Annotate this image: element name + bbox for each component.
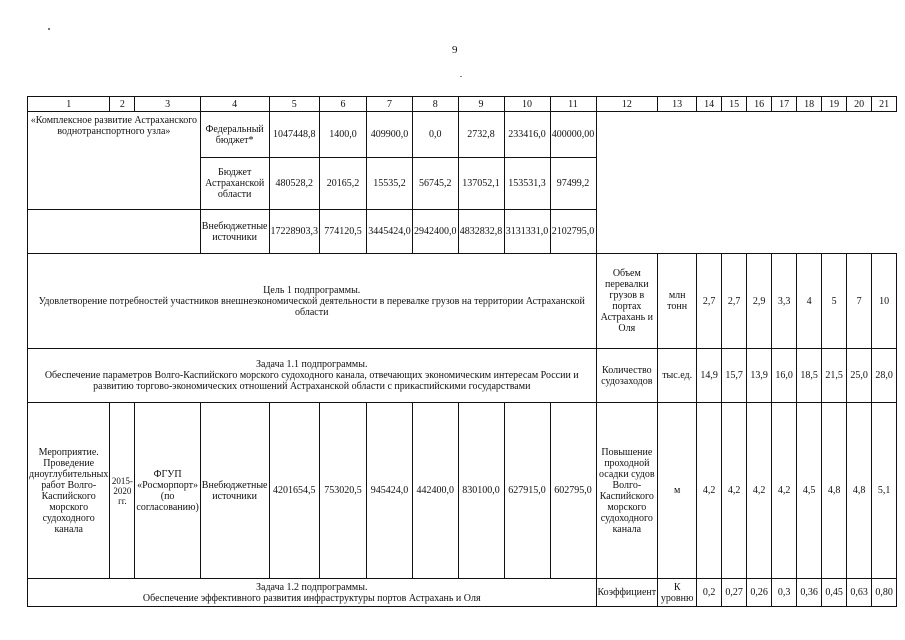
target-value: 5 xyxy=(822,254,847,349)
amount-cell: 400000,00 xyxy=(550,112,596,158)
amount-cell: 2102795,0 xyxy=(550,210,596,254)
amount-cell: 480528,2 xyxy=(269,158,320,210)
target-value: 18,5 xyxy=(797,349,822,403)
amount-cell: 602795,0 xyxy=(550,403,596,579)
task-row xyxy=(28,579,897,607)
program-table xyxy=(27,96,897,607)
target-value: 0,26 xyxy=(747,579,772,607)
indicator-unit: м xyxy=(658,403,697,579)
target-value: 7 xyxy=(847,254,872,349)
col-index: 9 xyxy=(458,97,504,112)
target-value: 13,9 xyxy=(747,349,772,403)
amount-cell: 3131331,0 xyxy=(504,210,550,254)
page-number: 9 xyxy=(452,44,458,56)
col-index: 2 xyxy=(110,97,135,112)
scan-speck xyxy=(48,28,50,30)
amount-cell: 233416,0 xyxy=(504,112,550,158)
indicator-name: Объем перевалки грузов в портах Астрахань и Оля xyxy=(596,254,658,349)
federal-budget-row xyxy=(28,112,897,158)
task-cell xyxy=(28,349,597,403)
target-value: 5,1 xyxy=(872,403,897,579)
scan-speck xyxy=(460,76,462,77)
amount-cell: 442400,0 xyxy=(413,403,459,579)
target-value: 4,2 xyxy=(747,403,772,579)
amount-cell: 1400,0 xyxy=(320,112,367,158)
amount-cell: 3445424,0 xyxy=(367,210,413,254)
amount-cell: 20165,2 xyxy=(320,158,367,210)
indicator-name: Повышение проходной осадки судов Волго-Каспийского морского судоходного канала xyxy=(596,403,658,579)
measure-row xyxy=(28,403,897,579)
amount-cell: 4832832,8 xyxy=(458,210,504,254)
target-value: 4,2 xyxy=(697,403,722,579)
col-index: 11 xyxy=(550,97,596,112)
col-index: 20 xyxy=(847,97,872,112)
amount-cell: 137052,1 xyxy=(458,158,504,210)
target-value: 10 xyxy=(872,254,897,349)
col-index: 8 xyxy=(413,97,459,112)
amount-cell: 2942400,0 xyxy=(413,210,459,254)
col-index: 16 xyxy=(747,97,772,112)
amount-cell: 1047448,8 xyxy=(269,112,320,158)
target-value: 28,0 xyxy=(872,349,897,403)
target-value: 0,80 xyxy=(872,579,897,607)
target-value: 21,5 xyxy=(822,349,847,403)
indicator-unit: К уровню xyxy=(658,579,697,607)
program-title: «Комплексное развитие Астраханского воднотранспортного узла» xyxy=(28,112,201,210)
indicator-unit: тыс.ед. xyxy=(658,349,697,403)
col-index: 19 xyxy=(822,97,847,112)
funding-source: Федеральный бюджет* xyxy=(200,112,269,158)
goal-text: Удовлетворение потребностей участников внешнеэкономической деятельности в перевалке грузов на территории Астраханской области xyxy=(38,295,585,318)
task-text: Обеспечение эффективного развития инфраструктуры портов Астрахань и Оля xyxy=(142,592,481,604)
col-index: 12 xyxy=(596,97,658,112)
col-index: 4 xyxy=(200,97,269,112)
target-value: 4,5 xyxy=(797,403,822,579)
amount-cell: 15535,2 xyxy=(367,158,413,210)
target-value: 0,45 xyxy=(822,579,847,607)
amount-cell: 409900,0 xyxy=(367,112,413,158)
amount-cell: 774120,5 xyxy=(320,210,367,254)
col-index: 3 xyxy=(135,97,200,112)
goal-heading: Цель 1 подпрограммы. xyxy=(263,284,361,296)
task-cell xyxy=(28,579,597,607)
target-value: 0,63 xyxy=(847,579,872,607)
amount-cell: 56745,2 xyxy=(413,158,459,210)
target-value: 0,36 xyxy=(797,579,822,607)
measure-name: Мероприятие. Проведение дноуглубительных работ Волго-Каспийского морского судоходного канала xyxy=(28,403,110,579)
target-value: 0,2 xyxy=(697,579,722,607)
target-value: 0,27 xyxy=(722,579,747,607)
amount-cell: 830100,0 xyxy=(458,403,504,579)
target-value: 15,7 xyxy=(722,349,747,403)
task-heading: Задача 1.1 подпрограммы. xyxy=(256,359,368,370)
target-value: 2,7 xyxy=(697,254,722,349)
amount-cell: 0,0 xyxy=(413,112,459,158)
target-value: 2,9 xyxy=(747,254,772,349)
col-index: 7 xyxy=(367,97,413,112)
target-value: 4,8 xyxy=(822,403,847,579)
amount-cell: 153531,3 xyxy=(504,158,550,210)
amount-cell: 17228903,3 xyxy=(269,210,320,254)
measure-period: 2015-2020 гг. xyxy=(110,403,135,579)
blank-cell xyxy=(28,210,201,254)
col-index: 13 xyxy=(658,97,697,112)
target-value: 4 xyxy=(797,254,822,349)
target-value: 2,7 xyxy=(722,254,747,349)
target-value: 4,2 xyxy=(722,403,747,579)
indicator-unit: млн тонн xyxy=(658,254,697,349)
target-value: 4,2 xyxy=(772,403,797,579)
amount-cell: 4201654,5 xyxy=(269,403,320,579)
col-index: 14 xyxy=(697,97,722,112)
col-index: 10 xyxy=(504,97,550,112)
col-index: 17 xyxy=(772,97,797,112)
blank-area xyxy=(596,112,897,254)
amount-cell: 2732,8 xyxy=(458,112,504,158)
funding-source: Внебюджетные источники xyxy=(200,403,269,579)
indicator-name: Количество судозаходов xyxy=(596,349,658,403)
col-index: 15 xyxy=(722,97,747,112)
col-index: 5 xyxy=(269,97,320,112)
col-index: 21 xyxy=(872,97,897,112)
target-value: 4,8 xyxy=(847,403,872,579)
target-value: 25,0 xyxy=(847,349,872,403)
col-index: 18 xyxy=(797,97,822,112)
target-value: 3,3 xyxy=(772,254,797,349)
col-index: 6 xyxy=(320,97,367,112)
column-index-row xyxy=(28,97,897,112)
target-value: 16,0 xyxy=(772,349,797,403)
task-text: Обеспечение параметров Волго-Каспийского морского судоходного канала, отвечающих экономическим интересам России и развитию торгово-экономических отношений Астраханской области с прикаспийскими государствами xyxy=(44,370,579,392)
goal-cell xyxy=(28,254,597,349)
funding-source: Бюджет Астраханской области xyxy=(200,158,269,210)
amount-cell: 97499,2 xyxy=(550,158,596,210)
amount-cell: 627915,0 xyxy=(504,403,550,579)
task-row xyxy=(28,349,897,403)
funding-source: Внебюджетные источники xyxy=(200,210,269,254)
measure-executor: ФГУП «Росморпорт» (по согласованию) xyxy=(135,403,200,579)
amount-cell: 753020,5 xyxy=(320,403,367,579)
amount-cell: 945424,0 xyxy=(367,403,413,579)
col-index: 1 xyxy=(28,97,110,112)
target-value: 14,9 xyxy=(697,349,722,403)
goal-row xyxy=(28,254,897,349)
task-heading: Задача 1.2 подпрограммы. xyxy=(256,581,368,593)
target-value: 0,3 xyxy=(772,579,797,607)
indicator-name: Коэффициент xyxy=(596,579,658,607)
